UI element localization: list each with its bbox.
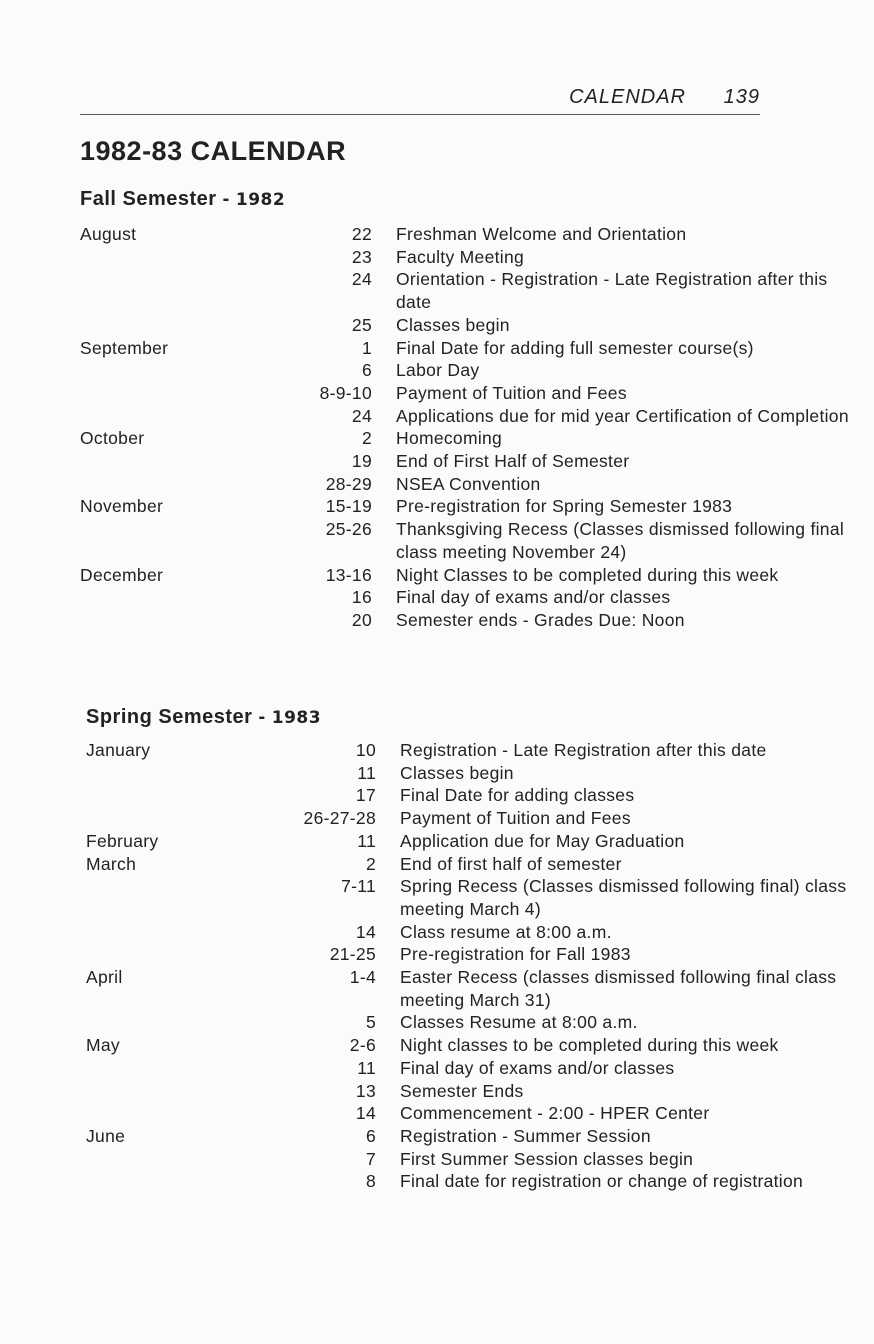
calendar-row (86, 784, 850, 807)
event-description: Semester ends - Grades Due: Noon (396, 609, 685, 630)
event-description: Night classes to be completed during this week (400, 1035, 779, 1056)
date-label: 8-9-10 (319, 382, 372, 403)
month-label: November (80, 496, 164, 517)
event-description: Application due for May Graduation (400, 830, 685, 851)
event-description: Classes begin (396, 314, 510, 335)
calendar-row (80, 268, 850, 313)
calendar-row (86, 1011, 850, 1034)
fall-semester-year: 1982 (235, 190, 286, 210)
calendar-row (80, 609, 850, 632)
date-label: 6 (365, 1125, 376, 1146)
event-description: Spring Recess (Classes dismissed following final) class meeting March 4) (400, 876, 847, 919)
spring-semester-label: Spring Semester (86, 706, 253, 728)
date-label: 2-6 (349, 1035, 376, 1056)
date-label: 22 (351, 224, 372, 244)
date-label: 6 (361, 360, 372, 381)
calendar-row (86, 1057, 850, 1080)
event-description: NSEA Convention (396, 473, 541, 494)
calendar-row (80, 382, 850, 405)
month-label: February (86, 830, 159, 851)
date-label: 25 (351, 314, 372, 335)
calendar-row (80, 564, 850, 587)
fall-semester-heading: Fall Semester - 1982 (80, 188, 286, 210)
date-label: 24 (351, 269, 372, 290)
event-description: Semester Ends (400, 1080, 524, 1101)
date-label: 28-29 (325, 473, 372, 494)
date-label: 2 (365, 853, 376, 874)
calendar-row (86, 762, 850, 785)
date-label: 16 (351, 587, 372, 608)
date-label: 11 (357, 1057, 376, 1078)
event-description: End of First Half of Semester (396, 451, 630, 472)
calendar-row (86, 1034, 850, 1057)
event-description: Payment of Tuition and Fees (400, 808, 631, 829)
date-label: 25-26 (325, 519, 372, 540)
event-description: Freshman Welcome and Orientation (396, 224, 687, 244)
date-label: 20 (351, 609, 372, 630)
calendar-row (86, 921, 850, 944)
page-number: 139 (723, 86, 760, 108)
calendar-row (86, 1102, 850, 1125)
calendar-row (80, 223, 850, 246)
date-label: 1-4 (349, 967, 376, 988)
date-label: 8 (365, 1171, 376, 1192)
event-description: Payment of Tuition and Fees (396, 382, 627, 403)
date-label: 24 (351, 405, 372, 426)
event-description: Homecoming (396, 428, 503, 449)
event-description: Pre-registration for Spring Semester 1983 (396, 496, 733, 517)
fall-semester-label: Fall Semester (80, 188, 217, 210)
event-description: Pre-registration for Fall 1983 (400, 944, 631, 965)
date-label: 19 (351, 451, 372, 472)
calendar-row (80, 314, 850, 337)
month-label: May (86, 1035, 120, 1056)
calendar-row (80, 359, 850, 382)
calendar-row (80, 473, 850, 496)
event-description: Registration - Summer Session (400, 1125, 651, 1146)
date-label: 13-16 (325, 564, 372, 585)
date-label: 14 (355, 921, 376, 942)
event-description: Thanksgiving Recess (Classes dismissed following final class meeting November 24) (396, 519, 845, 562)
spring-calendar-list (86, 739, 850, 1193)
event-description: Classes begin (400, 762, 514, 783)
month-label: October (80, 428, 145, 449)
event-description: Labor Day (396, 360, 480, 381)
date-label: 7-11 (341, 876, 376, 897)
event-description: Final date for registration or change of registration (400, 1171, 804, 1192)
month-label: September (80, 337, 169, 358)
event-description: Commencement - 2:00 - HPER Center (400, 1103, 710, 1124)
calendar-row (80, 518, 850, 563)
calendar-row (80, 405, 850, 428)
event-description: Registration - Late Registration after this date (400, 740, 767, 760)
calendar-row (80, 495, 850, 518)
date-label: 5 (365, 1012, 376, 1033)
event-description: End of first half of semester (400, 853, 622, 874)
fall-calendar-list (80, 223, 850, 632)
month-label: August (80, 224, 137, 244)
date-label: 7 (365, 1148, 376, 1169)
event-description: First Summer Session classes begin (400, 1148, 694, 1169)
date-label: 14 (355, 1103, 376, 1124)
event-description: Final day of exams and/or classes (400, 1057, 675, 1078)
date-label: 26-27-28 (303, 808, 376, 829)
calendar-row (86, 1080, 850, 1103)
calendar-row (86, 807, 850, 830)
event-description: Final Date for adding classes (400, 785, 635, 806)
calendar-row (86, 1170, 850, 1193)
event-description: Classes Resume at 8:00 a.m. (400, 1012, 638, 1033)
date-label: 21-25 (329, 944, 376, 965)
event-description: Orientation - Registration - Late Registration after this date (396, 269, 828, 313)
running-head-title: CALENDAR (569, 86, 686, 108)
date-label: 11 (357, 762, 376, 783)
calendar-row (86, 739, 850, 762)
month-label: December (80, 564, 164, 585)
date-label: 23 (351, 246, 372, 267)
page-title: 1982-83 CALENDAR (80, 136, 347, 166)
month-label: March (86, 853, 137, 874)
month-label: January (86, 740, 151, 760)
calendar-row (80, 427, 850, 450)
calendar-row (86, 875, 850, 920)
date-label: 2 (361, 428, 372, 449)
calendar-row (86, 966, 850, 1011)
calendar-row (80, 586, 850, 609)
event-description: Night Classes to be completed during this week (396, 564, 779, 585)
calendar-row (86, 1148, 850, 1171)
spring-semester-heading: Spring Semester - 1983 (86, 706, 322, 728)
calendar-row (80, 337, 850, 360)
calendar-row (86, 830, 850, 853)
spring-semester-year: 1983 (271, 708, 322, 728)
event-description: Final Date for adding full semester course(s) (396, 337, 754, 358)
date-label: 1 (361, 337, 372, 358)
calendar-row (86, 853, 850, 876)
date-label: 17 (355, 785, 376, 806)
month-label: June (86, 1125, 126, 1146)
event-description: Faculty Meeting (396, 246, 525, 267)
date-label: 10 (355, 740, 376, 760)
calendar-row (80, 246, 850, 269)
calendar-row (80, 450, 850, 473)
date-label: 13 (355, 1080, 376, 1101)
date-label: 15-19 (325, 496, 372, 517)
date-label: 11 (357, 830, 376, 851)
event-description: Final day of exams and/or classes (396, 587, 671, 608)
event-description: Easter Recess (classes dismissed following final class meeting March 31) (400, 967, 837, 1010)
month-label: April (86, 967, 123, 988)
event-description: Class resume at 8:00 a.m. (400, 921, 612, 942)
calendar-row (86, 943, 850, 966)
running-head (80, 84, 760, 115)
calendar-row (86, 1125, 850, 1148)
event-description: Applications due for mid year Certification of Completion (396, 405, 849, 426)
